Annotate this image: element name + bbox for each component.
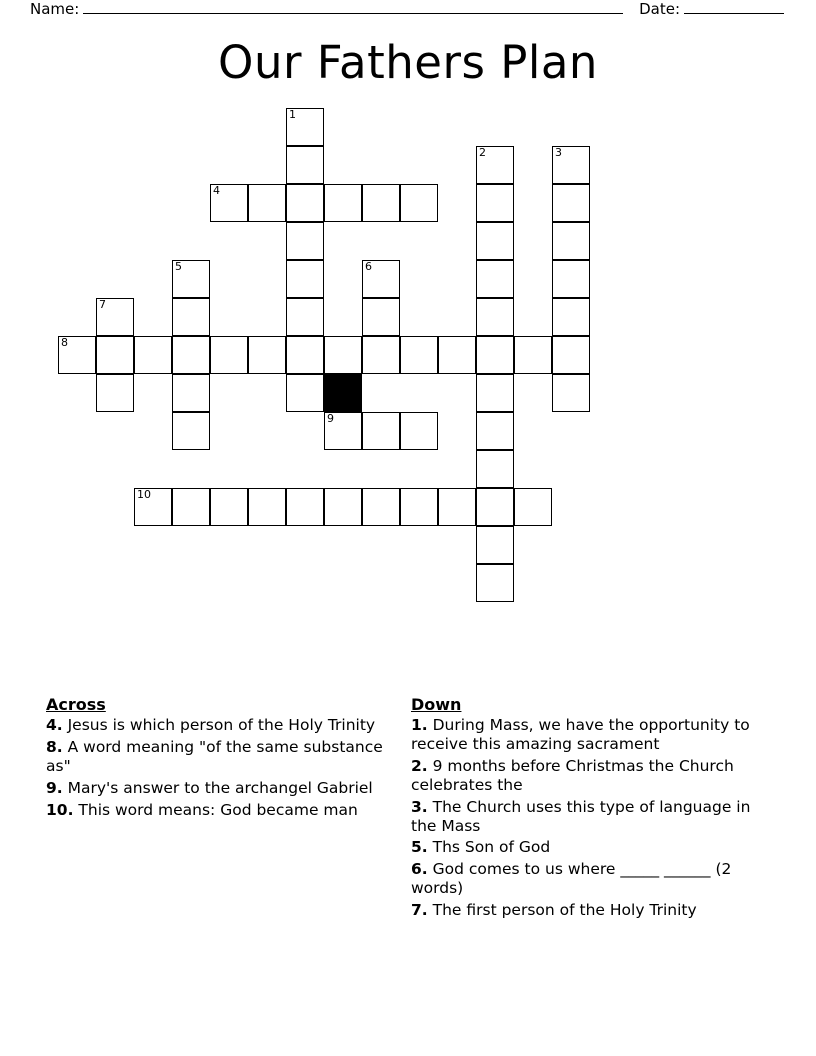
- grid-cell[interactable]: [476, 298, 514, 336]
- grid-cell[interactable]: [248, 488, 286, 526]
- clue-number: 1.: [411, 716, 428, 734]
- grid-cell[interactable]: [552, 222, 590, 260]
- clue-text: God comes to us where _____ ______ (2 words): [411, 860, 732, 898]
- grid-cell[interactable]: [286, 298, 324, 336]
- crossword-grid-container: [0, 108, 816, 638]
- clue-number: 5.: [411, 838, 428, 857]
- clue-item: [411, 716, 758, 754]
- grid-cell[interactable]: [172, 412, 210, 450]
- date-blank-line: [684, 13, 784, 14]
- date-label: Date:: [639, 0, 680, 18]
- grid-cell[interactable]: [476, 526, 514, 564]
- clue-number: 9.: [46, 778, 63, 797]
- crossword-grid: [58, 108, 758, 628]
- grid-cell-number: 9: [327, 412, 334, 425]
- grid-cell[interactable]: [96, 336, 134, 374]
- grid-cell[interactable]: [286, 336, 324, 374]
- grid-cell[interactable]: [476, 146, 514, 184]
- grid-cell-number: 10: [137, 488, 151, 501]
- grid-cell[interactable]: [362, 488, 400, 526]
- grid-cell[interactable]: [476, 564, 514, 602]
- grid-cell[interactable]: [476, 488, 514, 526]
- clue-item: [411, 901, 758, 920]
- grid-cell[interactable]: [476, 374, 514, 412]
- clues-section: [46, 695, 776, 923]
- grid-cell[interactable]: [248, 336, 286, 374]
- clue-number: 8.: [46, 737, 63, 756]
- grid-cell[interactable]: [324, 488, 362, 526]
- grid-cell[interactable]: [134, 336, 172, 374]
- clue-text: Ths Son of God: [427, 838, 551, 857]
- grid-cell[interactable]: [400, 412, 438, 450]
- grid-cell[interactable]: [362, 260, 400, 298]
- clue-item: [411, 757, 758, 795]
- grid-cell[interactable]: [476, 260, 514, 298]
- grid-cell[interactable]: [58, 336, 96, 374]
- grid-cell-number: 1: [289, 108, 296, 121]
- grid-cell[interactable]: [172, 298, 210, 336]
- grid-cell[interactable]: [134, 488, 172, 526]
- grid-cell[interactable]: [324, 412, 362, 450]
- grid-cell[interactable]: [362, 184, 400, 222]
- grid-cell[interactable]: [324, 336, 362, 374]
- grid-cell[interactable]: [476, 450, 514, 488]
- grid-cell[interactable]: [476, 184, 514, 222]
- clue-item: [46, 716, 393, 735]
- name-label: Name:: [30, 0, 80, 18]
- clue-number: 6.: [411, 860, 428, 879]
- clue-item: [46, 738, 393, 776]
- clue-item: [46, 801, 393, 820]
- grid-cell[interactable]: [514, 336, 552, 374]
- grid-cell[interactable]: [362, 298, 400, 336]
- grid-cell-number: 2: [479, 146, 486, 159]
- clue-number: 2.: [411, 756, 428, 775]
- grid-cell-number: 6: [365, 260, 372, 273]
- grid-cell[interactable]: [286, 374, 324, 412]
- grid-cell[interactable]: [552, 260, 590, 298]
- clue-text: This word means: God became man: [73, 800, 358, 819]
- page-title: Our Fathers Plan: [218, 36, 598, 89]
- grid-cell-number: 7: [99, 298, 106, 311]
- grid-cell[interactable]: [286, 184, 324, 222]
- grid-cell[interactable]: [476, 336, 514, 374]
- grid-cell-blocked: [324, 374, 362, 412]
- clue-item: [411, 860, 758, 898]
- name-date-header: [30, 0, 786, 26]
- grid-cell[interactable]: [286, 488, 324, 526]
- clue-number: 10.: [46, 800, 74, 819]
- clue-text: A word meaning "of the same substance as": [46, 737, 383, 775]
- grid-cell[interactable]: [96, 374, 134, 412]
- grid-cell[interactable]: [96, 298, 134, 336]
- grid-cell[interactable]: [476, 222, 514, 260]
- grid-cell[interactable]: [400, 488, 438, 526]
- grid-cell-number: 4: [213, 184, 220, 197]
- grid-cell[interactable]: [552, 374, 590, 412]
- clue-text: The Church uses this type of language in the Mass: [411, 797, 751, 835]
- name-blank-line: [83, 13, 623, 14]
- clue-item: [411, 798, 758, 836]
- grid-cell[interactable]: [476, 412, 514, 450]
- clue-item: [411, 838, 758, 857]
- grid-cell[interactable]: [552, 298, 590, 336]
- clue-text: During Mass, we have the opportunity to receive this amazing sacrament: [411, 716, 750, 753]
- grid-cell[interactable]: [438, 336, 476, 374]
- grid-cell[interactable]: [248, 184, 286, 222]
- clue-text: 9 months before Christmas the Church celebrates the: [411, 756, 734, 794]
- grid-cell[interactable]: [400, 336, 438, 374]
- grid-cell[interactable]: [210, 184, 248, 222]
- grid-cell-number: 3: [555, 146, 562, 159]
- across-heading: Across: [46, 695, 106, 714]
- grid-cell[interactable]: [552, 146, 590, 184]
- grid-cell[interactable]: [400, 184, 438, 222]
- grid-cell[interactable]: [172, 336, 210, 374]
- grid-cell[interactable]: [286, 260, 324, 298]
- down-clue-list: [411, 716, 758, 920]
- grid-cell[interactable]: [172, 488, 210, 526]
- grid-cell[interactable]: [362, 336, 400, 374]
- clue-item: [46, 779, 393, 798]
- clue-text: Mary's answer to the archangel Gabriel: [62, 778, 373, 797]
- grid-cell[interactable]: [324, 184, 362, 222]
- grid-cell[interactable]: [172, 260, 210, 298]
- grid-cell[interactable]: [286, 222, 324, 260]
- grid-cell[interactable]: [172, 374, 210, 412]
- grid-cell[interactable]: [552, 336, 590, 374]
- clue-text: The first person of the Holy Trinity: [427, 901, 697, 920]
- down-heading: Down: [411, 695, 462, 714]
- grid-cell[interactable]: [514, 488, 552, 526]
- grid-cell[interactable]: [286, 108, 324, 146]
- grid-cell[interactable]: [210, 488, 248, 526]
- clue-number: 4.: [46, 716, 63, 734]
- across-clue-list: [46, 716, 393, 820]
- grid-cell-number: 5: [175, 260, 182, 273]
- down-clues-column: [411, 695, 776, 923]
- clue-number: 3.: [411, 797, 428, 816]
- grid-cell[interactable]: [286, 146, 324, 184]
- across-clues-column: [46, 695, 411, 923]
- grid-cell[interactable]: [438, 488, 476, 526]
- grid-cell-number: 8: [61, 336, 68, 349]
- clue-number: 7.: [411, 901, 428, 920]
- grid-cell[interactable]: [210, 336, 248, 374]
- clue-text: Jesus is which person of the Holy Trinity: [62, 716, 376, 734]
- grid-cell[interactable]: [362, 412, 400, 450]
- grid-cell[interactable]: [552, 184, 590, 222]
